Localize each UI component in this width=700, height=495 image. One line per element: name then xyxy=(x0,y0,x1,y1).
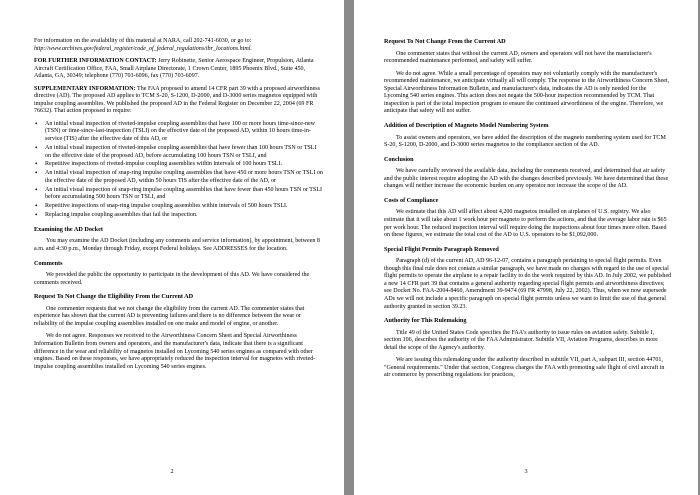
eligibility-paragraph-2: We do not agree. Responses we received to the Airworthiness Concern Sheet and Special Airworthiness Information Bulletin from owners and operators, and the manufacturer's data, indicate that there is a significant difference in the wear and reliability of magnetos installed on Lycoming 540 series engines as compared with other engines. Based on these responses, we have appropriately reduced the inspection interval for magnetos with riveted-impulse coupling assemblies installed on Lycoming 540 series engines. xyxy=(34,333,316,370)
current-ad-paragraph-1: One commenter states that without the current AD, owners and operators will not have the manufacturer's recommended maintenance performed, and safety will suffer. xyxy=(384,50,652,65)
comments-heading: Comments xyxy=(34,259,63,267)
authority-paragraph-1: Title 49 of the United States Code specifies the FAA's authority to issue rules on aviation safety. Subtitle I, section 106, describes the authority of the FAA Administrator. Subtitle VII, Aviation Programs, describes in more detail the scope of the Agency's authority. xyxy=(384,329,658,351)
requirement-item: • An initial visual inspection of riveted-impulse coupling assemblies that have 100 or more hours time-since-new (TSN) or time-since-last-inspection (TSLI) on the effective date of the proposed AD, within 10 hours time-in-service (TIS) after the effective date of this AD, or xyxy=(34,121,324,144)
requirement-item: • An initial visual inspection of riveted-impulse coupling assemblies that have fewer than 100 hours TSN or TSLI on the effective date of the proposed AD, before accumulating 100 hours TSN or TSLI, and xyxy=(34,145,324,160)
special-flight-heading: Special Flight Permits Paragraph Removed xyxy=(384,245,499,253)
nara-text: For information on the availability of this material at NARA, call 202-741-6030, or go to: xyxy=(34,38,252,44)
requirements-list xyxy=(34,121,324,220)
addition-heading: Addition of Description of Magneto Model Numbering System xyxy=(384,121,549,129)
costs-heading: Costs of Compliance xyxy=(384,196,439,204)
conclusion-text: We have carefully reviewed the available data, including the comments received, and determined that air safety and the public interest require adopting the AD with the changes described previously. We have determined that these changes will neither increase the economic burden on any operator nor increase the scope of the AD. xyxy=(384,168,669,190)
requirement-item: • Repetitive inspections of riveted-impulse coupling assemblies within intervals of 100 hours TSLI. xyxy=(34,161,324,169)
current-ad-heading: Request To Not Change From the Current AD xyxy=(384,38,506,45)
supplementary-label: SUPPLEMENTARY INFORMATION: xyxy=(34,85,136,92)
left-page xyxy=(0,0,344,495)
nara-paragraph xyxy=(34,38,324,53)
right-page xyxy=(354,0,698,495)
eligibility-heading: Request To Not Change the Eligibility From the Current AD xyxy=(34,293,194,301)
contact-label: FOR FURTHER INFORMATION CONTACT: xyxy=(34,58,157,65)
nara-url[interactable]: http://www.archives.gov/federal_register/code_of_federal_regulations/ibr_locations.html. xyxy=(34,45,252,52)
requirement-item: • An initial visual inspection of snap-ring impulse coupling assemblies that have 450 or more hours TSN or TSLI on the effective date of the proposed AD, within 50 hours TIS after the effective date of the AD, or xyxy=(34,170,324,185)
page-number: 2 xyxy=(170,468,174,475)
special-flight-text: Paragraph (d) of the current AD, AD 96-12-07, contains a paragraph pertaining to special flight permits. Even though this final rule does not contain a similar paragraph, we have made no changes with regard to the use of special flight permits to operate the airplane to a repair facility to do the work required by this AD. In July 2002, we published a new 14 CFR part 39 that contains a general authority regarding special flight permits and airworthiness directives; see Docket No. FAA-2004-8460, Amendment 39-9474 (69 FR 47998, July 22, 2002). Thus, when we now supersede ADs we will not include a specific paragraph on special flight permits unless we want to limit the use of that general authority granted in section 39.23. xyxy=(384,258,672,310)
supplementary-text: The FAA proposed to amend 14 CFR part 39 with a proposed airworthiness directive (AD). The proposed AD applies to TCM S-20, S-1200, D-2000, and D-3000 series magnetos equipped with impulse coupling assemblies. We published the proposed AD in the Federal Register on December 22, 2004 (69 FR 76632). That action proposed to require: xyxy=(34,85,320,115)
authority-paragraph-2: We are issuing this rulemaking under the authority described in subtitle VII, part A, subpart III, section 44701, "General requirements." Under that section, Congress charges the FAA with promoting safe flight of civil aircraft in air commerce by prescribing regulations for practices, xyxy=(384,357,665,379)
authority-heading: Authority for This Rulemaking xyxy=(384,317,467,325)
docket-text: You may examine the AD Docket (including any comments and service information), by appointment, between 8 a.m. and 4:30 p.m., Monday through Friday, except Federal holidays. See ADDRESSES for the location. xyxy=(34,238,320,252)
contact-text: Jerry Robinette, Senior Aerospace Engineer, Propulsion, Atlanta Aircraft Certification Office, FAA, Small Airplane Directorate, 1 Crown Center, 1895 Phoenix Blvd., Suite 450, Atlanta, GA, 30349; telephone (770) 703-6096, fax (770) 703-6097. xyxy=(34,58,314,80)
page-number: 3 xyxy=(524,468,528,475)
comments-text: We provided the public the opportunity to participate in the development of this AD. We have considered the comments received. xyxy=(34,272,310,286)
requirement-item: • Repetitive inspections of snap-ring impulse coupling assemblies within intervals of 500 hours TSLI. xyxy=(34,203,324,211)
requirement-item: • An initial visual inspection of snap-ring impulse coupling assemblies that have fewer than 450 hours TSN or TSLI before accumulating 500 hours TSN or TSLI, and xyxy=(34,187,324,202)
addition-text: To assist owners and operators, we have added the description of the magneto numbering system used for TCM S-20, S-1200, D-2000, and D-3000 series magnetos to the compliance section of the AD. xyxy=(384,134,666,149)
contact-paragraph xyxy=(34,58,324,81)
supplementary-paragraph xyxy=(34,86,324,116)
current-ad-paragraph-2: We do not agree. While a small percentage of operators may not voluntarily comply with the manufacturer's recommended maintenance, we anticipate virtually all will comply. The response to the Airworthiness Concern Sheet, Special Airworthiness Information Bulletin, and manufacturer's data, indicates the AD is only needed for the Lycoming 540 series engines. This action does not negate the 500-hour inspection recommended by TCM. That inspection is part of the total inspection program to ensure the continued airworthiness of the engine. Therefore, we anticipate that safety will not suffer. xyxy=(384,70,670,115)
costs-text: We estimate that this AD will affect about 4,200 magnetos installed on airplanes of U.S. registry. We also estimate that it will take about 1 work hour per magneto to perform the actions, and that the average labor rate is $65 per work hour. The reduced inspection interval will require doing the inspections about four times more often. Based on these figures, we estimate the total cost of the AD to U.S. operators to be $1,092,000. xyxy=(384,209,667,239)
conclusion-heading: Conclusion xyxy=(384,155,414,163)
requirement-item: • Replacing impulse coupling assemblies that fail the inspection. xyxy=(34,212,324,220)
eligibility-paragraph-1: One commenter requests that we not change the eligibility from the current AD. The commenter states that experience has shown that the current AD is preventing failures and there is no difference between the wear or reliability of the impulse coupling assemblies installed on one make and model of engine, or another. xyxy=(34,305,305,327)
docket-heading: Examining the AD Docket xyxy=(34,225,103,233)
